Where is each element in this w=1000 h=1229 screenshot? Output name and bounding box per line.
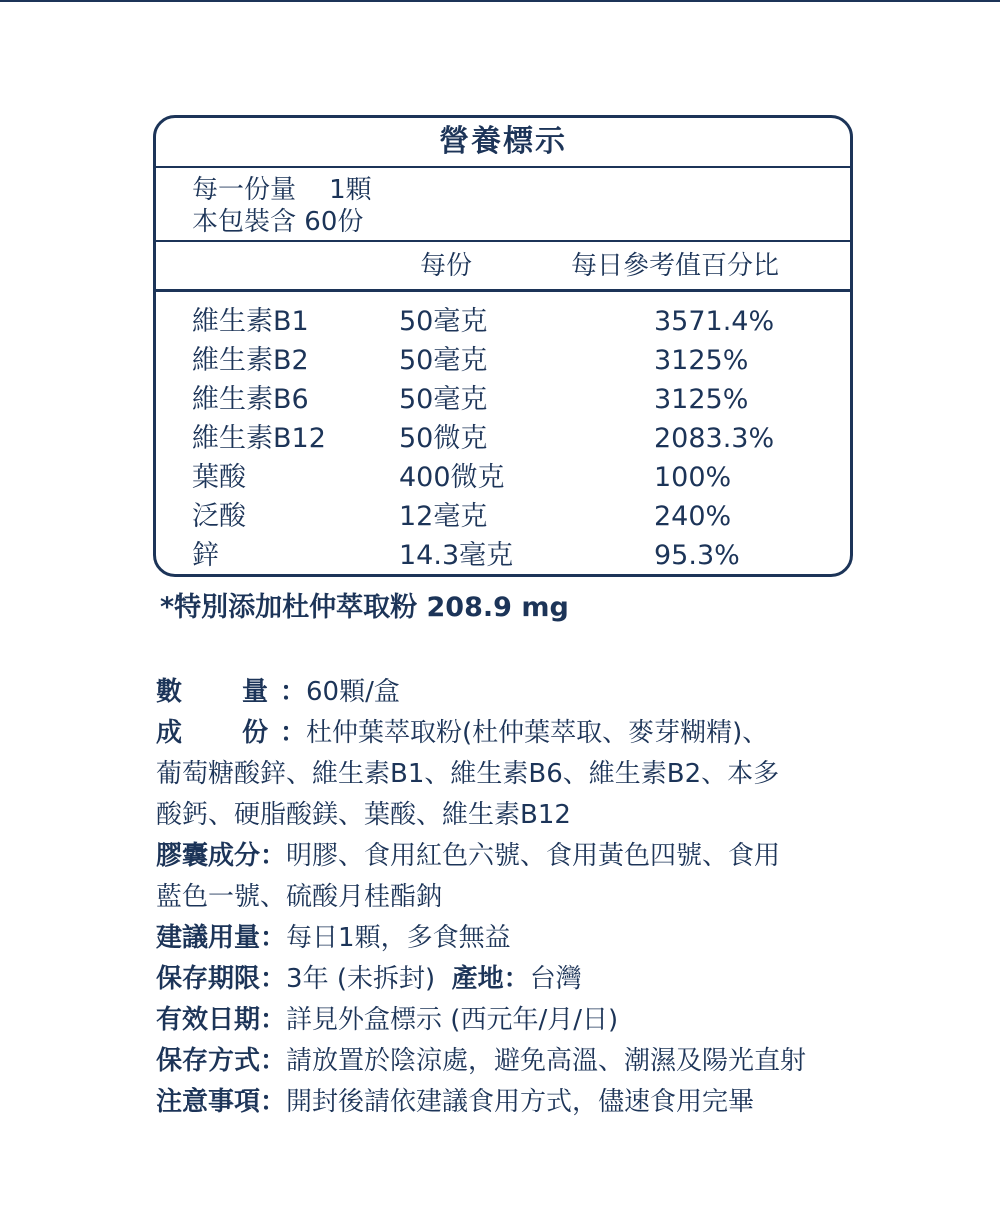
quantity-line: 數 量 ：60顆/盒 <box>156 672 856 713</box>
origin-label: 產地： <box>451 964 530 994</box>
shelf-life-line: 保存期限：3年 (未拆封) 產地：台灣 <box>156 964 582 994</box>
nutrient-amount: 50毫克 <box>399 306 488 337</box>
nutrient-amount: 14.3毫克 <box>399 540 514 571</box>
nutrient-percent: 3125% <box>654 345 749 376</box>
nutrient-name: 葉酸 <box>192 462 246 493</box>
ingredients-continuation: 酸鈣、硬脂酸鎂、葉酸、維生素B12 <box>156 800 571 830</box>
nutrient-row <box>156 380 850 419</box>
nutrition-rows <box>156 292 850 575</box>
servings-label: 本包裝含 <box>192 207 297 237</box>
origin-value: 台灣 <box>529 964 582 994</box>
expiry-value: 詳見外盒標示 (西元年/月/日) <box>286 1005 619 1035</box>
top-border-line <box>0 0 1000 2</box>
storage-label: 保存方式 <box>156 1046 261 1076</box>
storage-line: 保存方式：請放置於陰涼處，避免高溫、潮濕及陽光直射 <box>156 1046 807 1076</box>
nutrient-percent: 240% <box>654 501 732 532</box>
nutrient-percent: 95.3% <box>654 540 740 571</box>
nutrient-row <box>156 536 850 575</box>
nutrition-title: 營養標示 <box>156 118 850 168</box>
storage-value: 請放置於陰涼處，避免高溫、潮濕及陽光直射 <box>286 1046 807 1076</box>
capsule-label: 膠囊成分 <box>156 841 261 871</box>
nutrient-amount: 50毫克 <box>399 384 488 415</box>
ingredients-line: 成 份 ：杜仲葉萃取粉(杜仲葉萃取、麥芽糊精)、 <box>156 713 856 754</box>
dosage-value: 每日1顆，多食無益 <box>286 923 511 953</box>
shelf-life-label: 保存期限 <box>156 964 261 994</box>
nutrient-row <box>156 341 850 380</box>
serving-size-value: 1顆 <box>329 175 372 205</box>
serving-size-label: 每一份量 <box>192 175 297 205</box>
ingredients-label: 成 份 <box>156 718 269 748</box>
nutrient-row <box>156 302 850 341</box>
capsule-continuation: 藍色一號、硫酸月桂酯鈉 <box>156 882 443 912</box>
nutrient-row <box>156 458 850 497</box>
nutrient-name: 維生素B12 <box>192 423 326 454</box>
nutrient-amount: 50毫克 <box>399 345 488 376</box>
nutrition-column-headers <box>156 242 850 292</box>
caution-value: 開封後請依建議食用方式，儘速食用完畢 <box>286 1087 755 1117</box>
nutrition-facts-table <box>153 115 853 577</box>
ingredients-continuation: 葡萄糖酸鋅、維生素B1、維生素B6、維生素B2、本多 <box>156 759 780 789</box>
nutrient-percent: 100% <box>654 462 732 493</box>
nutrient-percent: 2083.3% <box>654 423 775 454</box>
nutrient-amount: 400微克 <box>399 462 505 493</box>
nutrient-name: 維生素B1 <box>192 306 309 337</box>
expiry-label: 有效日期 <box>156 1005 261 1035</box>
caution-line: 注意事項：開封後請依建議食用方式，儘速食用完畢 <box>156 1087 755 1117</box>
ingredients-value: 杜仲葉萃取粉(杜仲葉萃取、麥芽糊精)、 <box>306 718 769 748</box>
servings-value: 60份 <box>304 207 364 237</box>
servings-per-package-line <box>192 206 850 238</box>
nutrient-amount: 12毫克 <box>399 501 488 532</box>
nutrient-percent: 3571.4% <box>654 306 775 337</box>
dosage-line: 建議用量：每日1顆，多食無益 <box>156 923 511 953</box>
quantity-value: 60顆/盒 <box>306 677 400 707</box>
nutrient-percent: 3125% <box>654 384 749 415</box>
product-info-section <box>156 672 856 1123</box>
expiry-line: 有效日期：詳見外盒標示 (西元年/月/日) <box>156 1005 619 1035</box>
dosage-label: 建議用量 <box>156 923 261 953</box>
special-additive-note: *特別添加杜仲萃取粉 208.9 mg <box>160 592 569 623</box>
capsule-line: 膠囊成分：明膠、食用紅色六號、食用黃色四號、食用 <box>156 841 781 871</box>
daily-value-header: 每日參考值百分比 <box>571 251 780 281</box>
nutrient-amount: 50微克 <box>399 423 488 454</box>
per-serving-header: 每份 <box>420 251 473 281</box>
serving-info <box>156 168 850 242</box>
capsule-value: 明膠、食用紅色六號、食用黃色四號、食用 <box>286 841 781 871</box>
nutrient-row <box>156 419 850 458</box>
caution-label: 注意事項 <box>156 1087 261 1117</box>
shelf-life-value: 3年 (未拆封) <box>286 964 436 994</box>
nutrient-name: 維生素B2 <box>192 345 309 376</box>
nutrient-name: 維生素B6 <box>192 384 309 415</box>
nutrient-name: 泛酸 <box>192 501 246 532</box>
nutrient-name: 鋅 <box>192 540 219 571</box>
nutrient-row <box>156 497 850 536</box>
quantity-label: 數 量 <box>156 677 269 707</box>
serving-size-line <box>192 174 850 206</box>
